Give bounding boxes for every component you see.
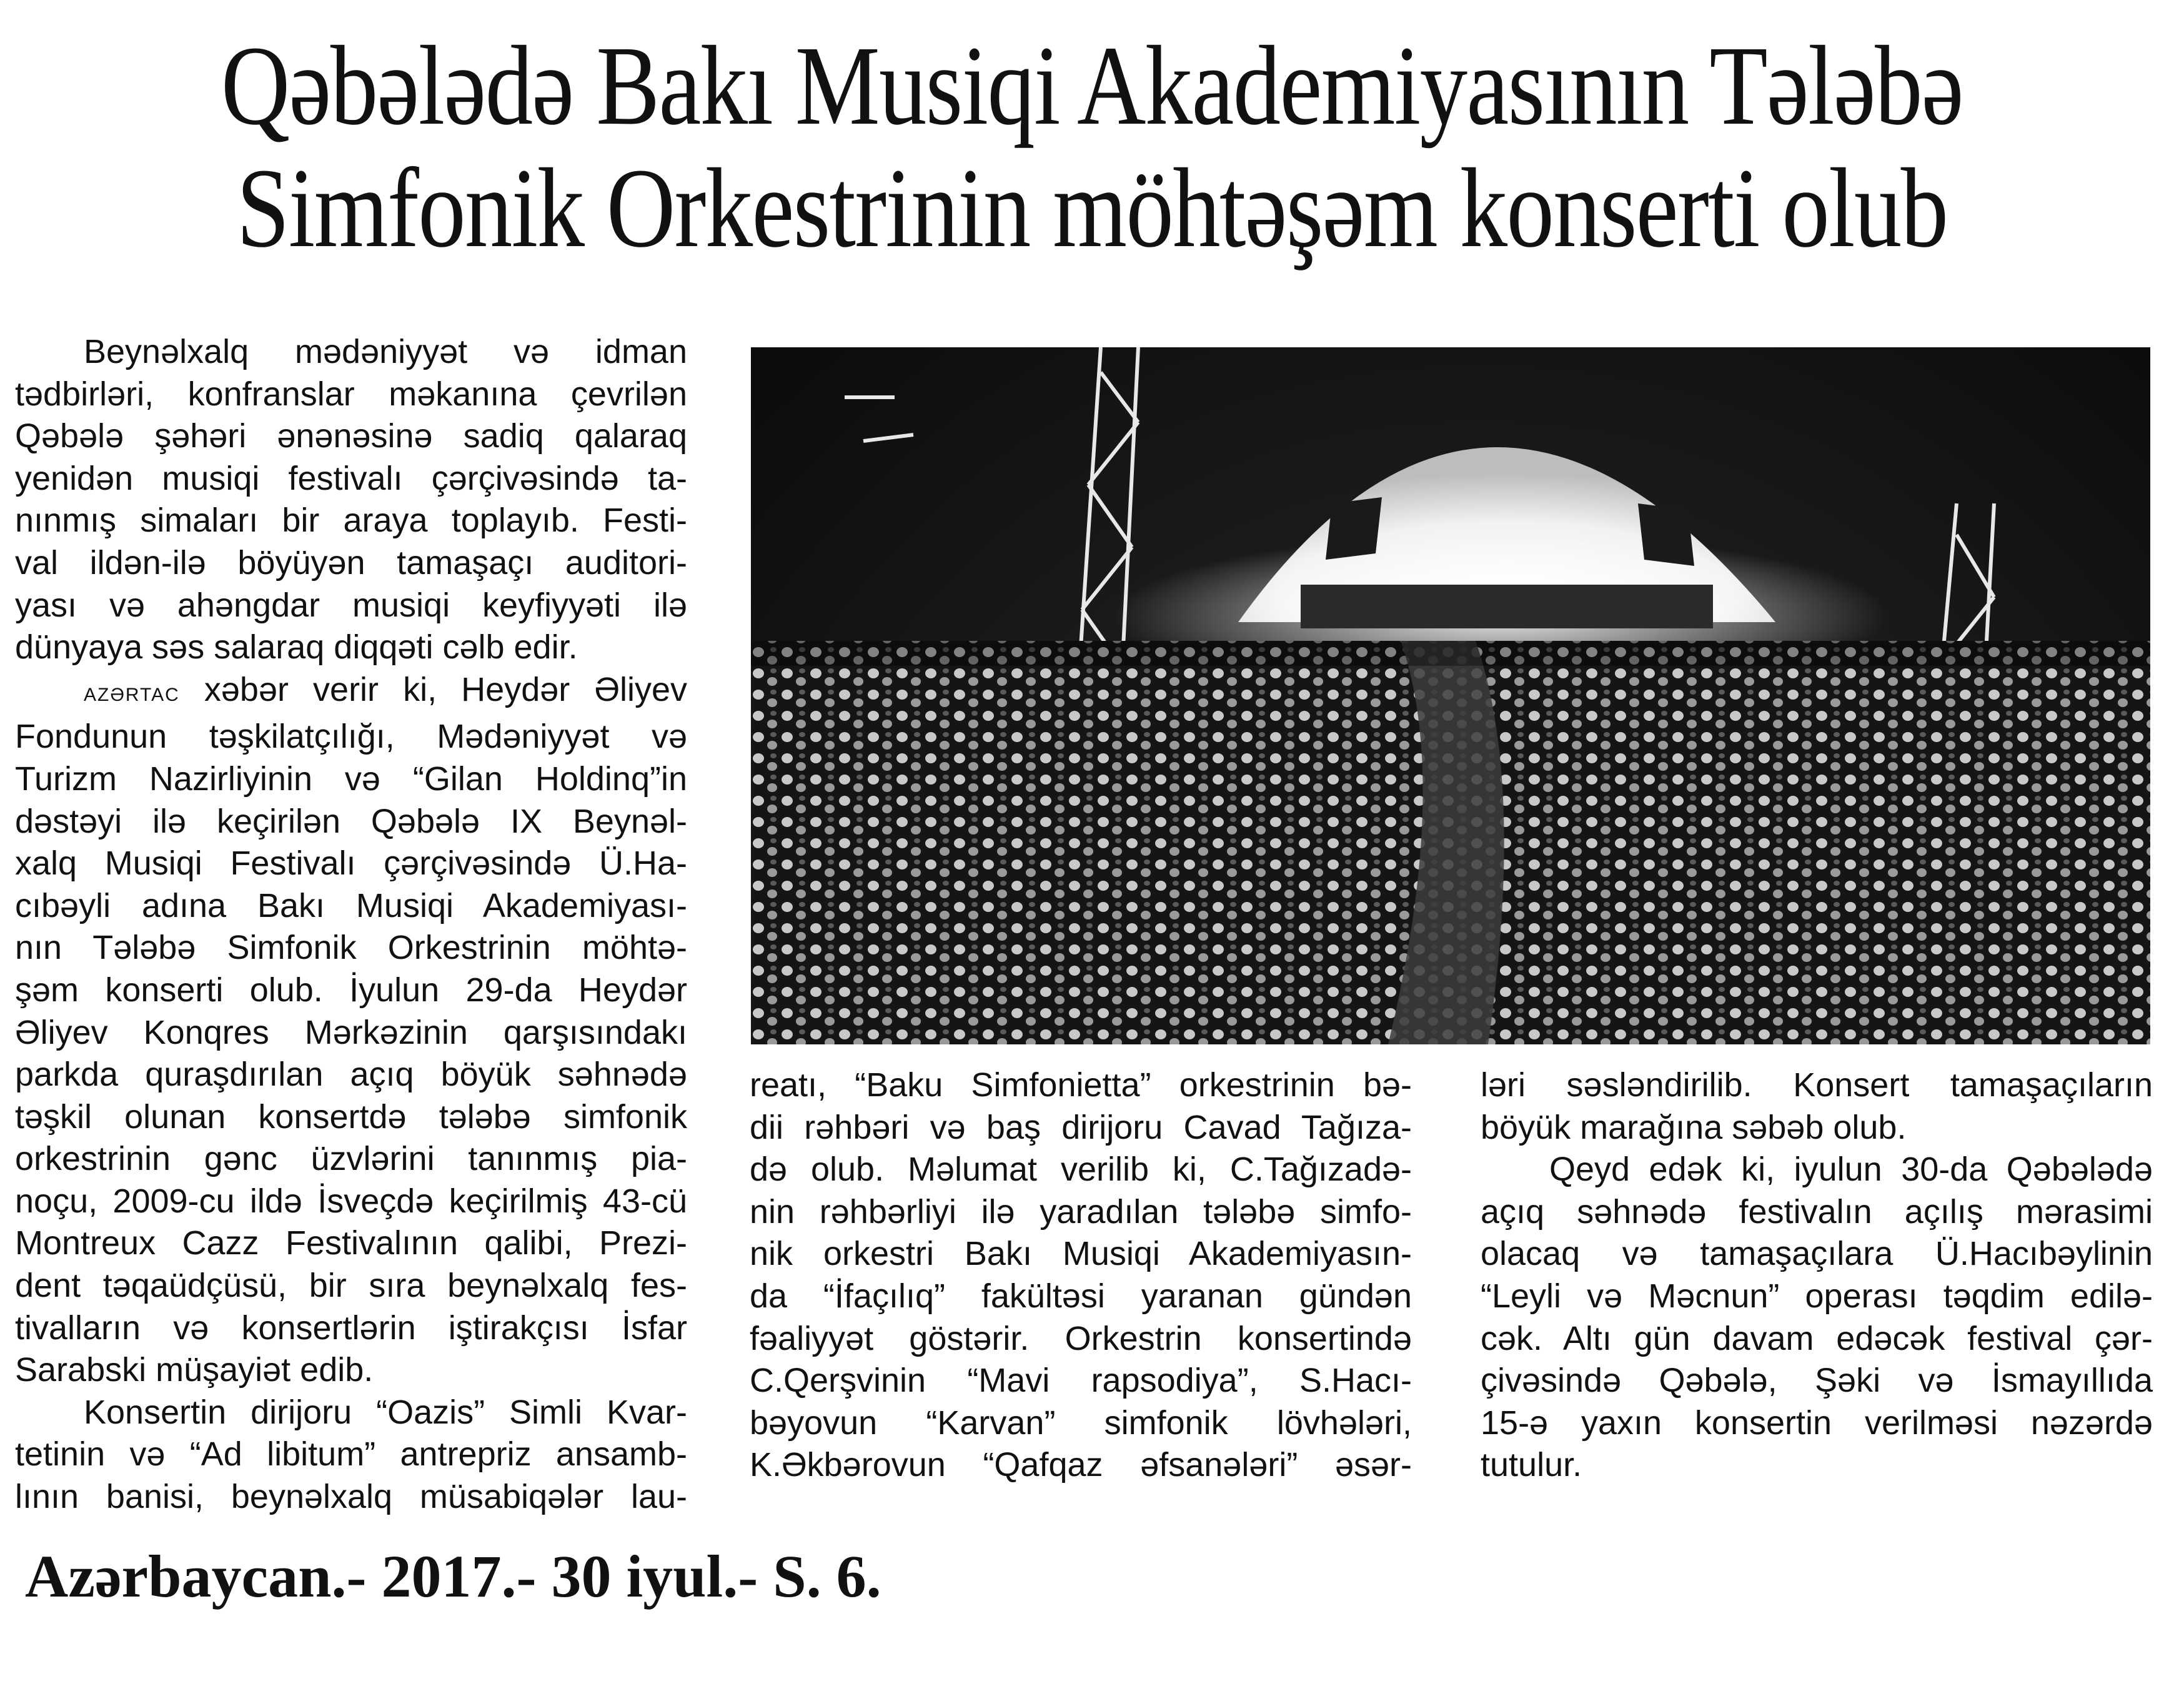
headline-line: Qəbələdə Bakı Musiqi Akademiyasının Tələbə xyxy=(221,23,1963,149)
concert-photo xyxy=(751,347,2150,1044)
text-line: cıbəyli adına Bakı Musiqi Akademiyası- xyxy=(15,886,687,924)
text-line: tutulur. xyxy=(1481,1446,1582,1484)
news-agency-label: AZƏRTAC xyxy=(84,684,180,705)
text-line: tivalların və konsertlərin iştirakçısı İsfar xyxy=(15,1309,687,1347)
article-column-1 xyxy=(15,331,687,1518)
text-line: K.Əkbərovun “Qafqaz əfsanələri” əsər- xyxy=(750,1446,1412,1484)
text-line: nınmış simaları bir araya toplayıb. Festi- xyxy=(15,502,687,540)
text-line: Sarabski müşayiət edib. xyxy=(15,1351,374,1389)
headline-line: Simfonik Orkestrinin möhtəşəm konserti olub xyxy=(236,146,1948,271)
text-line: val ildən-ilə böyüyən tamaşaçı auditori- xyxy=(15,543,687,582)
text-line: böyük marağına səbəb olub. xyxy=(1481,1108,1907,1146)
paragraph-conductor xyxy=(15,1392,687,1518)
text-line: reatı, “Baku Simfonietta” orkestrinin bə- xyxy=(750,1066,1412,1104)
paragraph-continued xyxy=(750,1064,1412,1487)
text-line: bəyovun “Karvan” simfonik lövhələri, xyxy=(750,1404,1412,1442)
text-line: çivəsində Qəbələ, Şəki və İsmayıllıda xyxy=(1481,1362,2153,1400)
article-column-2 xyxy=(750,1064,1412,1487)
text-line: Montreux Cazz Festivalının qalibi, Prezi- xyxy=(15,1224,687,1262)
text-line: nik orkestri Bakı Musiqi Akademiyasın- xyxy=(750,1235,1412,1273)
text-line: dünyaya səs salaraq diqqəti cəlb edir. xyxy=(15,628,578,666)
text-line: açıq səhnədə festivalın açılış mərasimi xyxy=(1481,1192,2153,1231)
paragraph-continued xyxy=(1481,1064,2153,1149)
text-line: şəm konserti olub. İyulun 29-da Heydər xyxy=(15,971,687,1009)
text-line: dəstəyi ilə keçirilən Qəbələ IX Beynəl- xyxy=(15,802,687,840)
text-line: noçu, 2009-cu ildə İsveçdə keçirilmiş 43-cü xyxy=(15,1182,687,1220)
text-line: nın Tələbə Simfonik Orkestrinin möhtə- xyxy=(15,929,687,967)
text-line: dii rəhbəri və baş dirijoru Cavad Tağıza- xyxy=(750,1108,1412,1146)
text-line: nin rəhbərliyi ilə yaradılan tələbə simfo- xyxy=(750,1192,1412,1231)
text-line: cək. Altı gün davam edəcək festival çər- xyxy=(1481,1319,2153,1357)
text-line: “Leyli və Məcnun” operası təqdim edilə- xyxy=(1481,1277,2153,1315)
text-line: 15-ə yaxın konsertin verilməsi nəzərdə xyxy=(1481,1404,2153,1442)
text-line: tetinin və “Ad libitum” antrepriz ansamb- xyxy=(15,1435,687,1474)
paragraph-announcement xyxy=(1481,1149,2153,1487)
text-line: Qəbələ şəhəri ənənəsinə sadiq qalaraq xyxy=(15,417,687,455)
text-line: Konsertin dirijoru “Oazis” Simli Kvar- xyxy=(84,1393,687,1431)
text-line: tədbirləri, konfranslar məkanına çevrilən xyxy=(15,375,687,413)
text-line: də olub. Məlumat verilib ki, C.Tağızadə- xyxy=(750,1151,1412,1189)
text-line: Əliyev Konqres Mərkəzinin qarşısındakı xyxy=(15,1013,687,1051)
source-citation: Azərbaycan.- 2017.- 30 iyul.- S. 6. xyxy=(25,1543,881,1610)
text-line: təşkil olunan konsertdə tələbə simfonik xyxy=(15,1097,687,1136)
text-line: da “İfaçılıq” fakültəsi yaranan gündən xyxy=(750,1277,1412,1315)
text-line: Fondunun təşkilatçılığı, Mədəniyyət və xyxy=(15,718,687,756)
text-line: lının banisi, beynəlxalq müsabiqələr lau- xyxy=(15,1478,687,1516)
text-line: parkda quraşdırılan açıq böyük səhnədə xyxy=(15,1056,687,1094)
text-line: orkestrinin gənc üzvlərini tanınmış pia- xyxy=(15,1140,687,1178)
text-line: ləri səsləndirilib. Konsert tamaşaçıların xyxy=(1481,1066,2153,1104)
text-line: Beynəlxalq mədəniyyət və idman xyxy=(84,333,687,370)
headline xyxy=(175,25,2010,270)
text-line: Qeyd edək ki, iyulun 30-da Qəbələdə xyxy=(1549,1151,2153,1189)
text-line xyxy=(15,669,687,716)
text-line: olacaq və tamaşaçılara Ü.Hacıbəylinin xyxy=(1481,1235,2153,1273)
article-column-3 xyxy=(1481,1064,2153,1487)
paragraph-source xyxy=(15,669,687,1392)
paragraph-intro xyxy=(15,331,687,669)
text-line: C.Qerşvinin “Mavi rapsodiya”, S.Hacı- xyxy=(750,1362,1412,1400)
text-line: dent təqaüdçüsü, bir sıra beynəlxalq fes- xyxy=(15,1267,687,1305)
text-line: Turizm Nazirliyinin və “Gilan Holdinq”in xyxy=(15,760,687,798)
text-line: xalq Musiqi Festivalı çərçivəsində Ü.Ha- xyxy=(15,845,687,883)
text-line: yası və ahəngdar musiqi keyfiyyəti ilə xyxy=(15,586,687,624)
text-line: yenidən musiqi festivalı çərçivəsində ta- xyxy=(15,459,687,497)
text-fragment: xəbər verir ki, Heydər Əliyev xyxy=(179,670,687,708)
text-line: fəaliyyət göstərir. Orkestrin konsertində xyxy=(750,1319,1412,1357)
concert-photo-illustration xyxy=(751,347,2150,1044)
